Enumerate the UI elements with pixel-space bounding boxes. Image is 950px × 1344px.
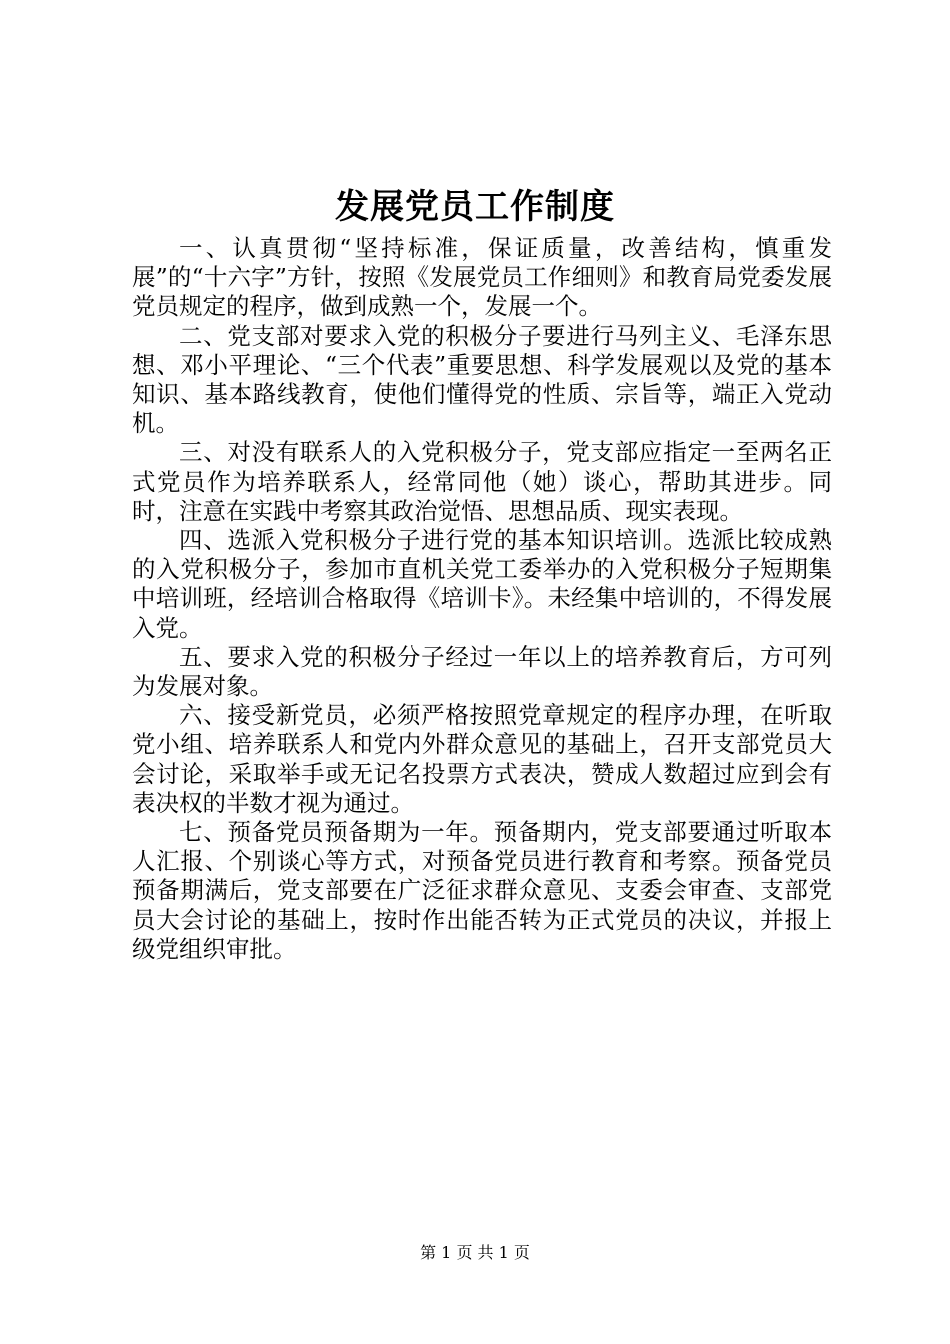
paragraph-6: 六、接受新党员，必须严格按照党章规定的程序办理，在听取党小组、培养联系人和党内外群众意见的基础上，召开支部党员大会讨论，采取举手或无记名投票方式表决，赞成人数超过应到会有表决权的半数才视为通过。: [132, 701, 832, 817]
paragraph-4: 四、选派入党积极分子进行党的基本知识培训。选派比较成熟的入党积极分子，参加市直机关党工委举办的入党积极分子短期集中培训班，经培训合格取得《培训卡》。未经集中培训的，不得发展入党。: [132, 526, 832, 642]
paragraph-5: 五、要求入党的积极分子经过一年以上的培养教育后，方可列为发展对象。: [132, 642, 832, 701]
page-title: 发展党员工作制度: [335, 187, 615, 227]
paragraph-7: 七、预备党员预备期为一年。预备期内，党支部要通过听取本人汇报、个别谈心等方式，对预备党员进行教育和考察。预备党员预备期满后，党支部要在广泛征求群众意见、支委会审查、支部党员大会讨论的基础上，按时作出能否转为正式党员的决议，并报上级党组织审批。: [132, 818, 832, 963]
page-number-footer: 第 1 页 共 1 页: [420, 1243, 530, 1262]
document-body: [132, 234, 832, 964]
paragraph-1: 一、认真贯彻“坚持标准，保证质量，改善结构，慎重发展”的“十六字”方针，按照《发展党员工作细则》和教育局党委发展党员规定的程序，做到成熟一个，发展一个。: [132, 234, 832, 321]
paragraph-2: 二、党支部对要求入党的积极分子要进行马列主义、毛泽东思想、邓小平理论、“三个代表”重要思想、科学发展观以及党的基本知识、基本路线教育，使他们懂得党的性质、宗旨等，端正入党动机。: [132, 321, 832, 438]
paragraph-3: 三、对没有联系人的入党积极分子，党支部应指定一至两名正式党员作为培养联系人，经常同他（她）谈心，帮助其进步。同时，注意在实践中考察其政治觉悟、思想品质、现实表现。: [132, 438, 832, 525]
